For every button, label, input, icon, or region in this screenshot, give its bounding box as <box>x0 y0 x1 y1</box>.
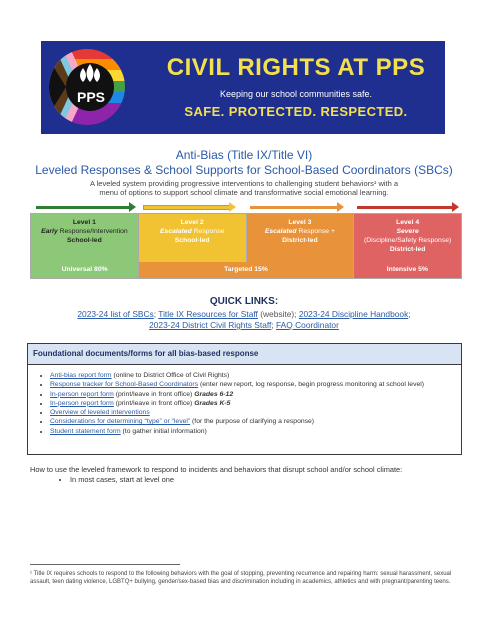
list-item <box>50 408 461 417</box>
link-discipline-handbook[interactable]: 2023-24 Discipline Handbook <box>298 309 409 319</box>
how-to-use-bullet: • In most cases, start at level one <box>70 475 460 484</box>
foundational-title: Foundational documents/forms for all bias-based response <box>28 344 461 365</box>
list-item: • In-person report form (print/leave in front office) Grades 6-12 <box>50 390 461 399</box>
tier-targeted: Targeted 15% <box>139 262 354 278</box>
list-item: • Considerations for determining “type” or “level” (for the purpose of clarifying a response) <box>50 417 461 426</box>
banner-title: CIVIL RIGHTS AT PPS <box>166 54 426 81</box>
tier-universal: Universal 80% <box>31 262 139 278</box>
footnote: ¹ Title IX requires schools to respond to the following behaviors with the goal of stopping, preventing recurrence and repairing harm: sexual harassment, sexual assault, teen dating violence, LGBTQ+ bullying, gender/sex-based bias and discrimination including in academics, athletics and with pregnant/parenting teens. <box>30 571 452 585</box>
heading-leveled-responses: Leveled Responses & School Supports for School-Based Coordinators (SBCs) <box>35 163 453 177</box>
link-in-person-report-6-12[interactable]: In-person report form <box>50 390 114 398</box>
foundational-list <box>28 371 461 436</box>
banner-tagline: SAFE. PROTECTED. RESPECTED. <box>184 104 408 119</box>
intro-text: A leveled system providing progressive interventions to challenging student behaviors¹ with a menu of options to support school climate and transformative social emotional learning. <box>89 179 399 197</box>
levels-table <box>30 213 462 263</box>
level-4-cell: Level 4 Severe (Discipline/Safety Response) District-led <box>354 214 461 262</box>
link-faq-coordinator[interactable]: FAQ Coordinator <box>276 320 339 330</box>
link-anti-bias-report-form[interactable]: Anti-bias report form <box>50 372 112 379</box>
link-in-person-report-k-5[interactable]: In-person report form <box>50 399 114 407</box>
level3-arrow-icon <box>250 206 338 209</box>
tiers-row <box>30 262 462 279</box>
link-civil-rights-staff[interactable]: 2023-24 District Civil Rights Staff <box>149 320 272 330</box>
link-sbc-list[interactable]: 2023-24 list of SBCs <box>77 309 154 319</box>
level-1-cell: Level 1 Early Response/Intervention School-led <box>31 214 139 262</box>
quick-links-title: QUICK LINKS: <box>209 296 279 307</box>
level2-arrow-icon <box>143 205 231 210</box>
footnote-divider <box>30 564 180 565</box>
link-considerations-type-level[interactable]: Considerations for determining “type” or “level” <box>50 418 191 426</box>
how-to-use-section <box>30 465 460 484</box>
link-overview-leveled-interventions[interactable]: Overview of leveled interventions <box>50 409 150 417</box>
pps-logo <box>48 48 126 126</box>
link-student-statement-form[interactable]: Student statement form <box>50 427 121 435</box>
list-item: • Anti-bias report form (online to District Office of Civil Rights) <box>50 371 461 380</box>
level1-arrow-icon <box>36 206 130 209</box>
heading-anti-bias: Anti-Bias (Title IX/Title VI) <box>175 148 313 162</box>
tier-intensive: Intensive 5% <box>354 262 461 278</box>
banner-subtitle: Keeping our school communities safe. <box>219 89 373 99</box>
quick-links: 2023-24 list of SBCs; Title IX Resources for Staff (website); 2023-24 Discipline Handbook; 2023-24 District Civil Rights Staff; FAQ Coordinator <box>77 309 411 330</box>
logo-text: PPS <box>76 89 105 105</box>
list-item: • Student statement form (to gather initial information) <box>50 427 461 436</box>
level-3-cell: Level 3 Escalated Response + District-led <box>247 214 355 262</box>
header-banner <box>41 41 445 134</box>
foundational-documents-box <box>27 343 462 455</box>
level-2-cell: Level 2 Escalated Response School-led <box>139 214 247 262</box>
list-item: • Response tracker for School-Based Coordinators (enter new report, log response, begin progress monitoring at school level) <box>50 380 461 389</box>
link-response-tracker[interactable]: Response tracker for School-Based Coordinators <box>50 381 199 389</box>
how-to-use-text: How to use the leveled framework to respond to incidents and behaviors that disrupt school and/or school climate: <box>30 465 403 474</box>
level4-arrow-icon <box>357 206 453 209</box>
list-item: • In-person report form (print/leave in front office) Grades K-5 <box>50 399 461 408</box>
link-title-ix-resources[interactable]: Title IX Resources for Staff <box>158 309 258 319</box>
